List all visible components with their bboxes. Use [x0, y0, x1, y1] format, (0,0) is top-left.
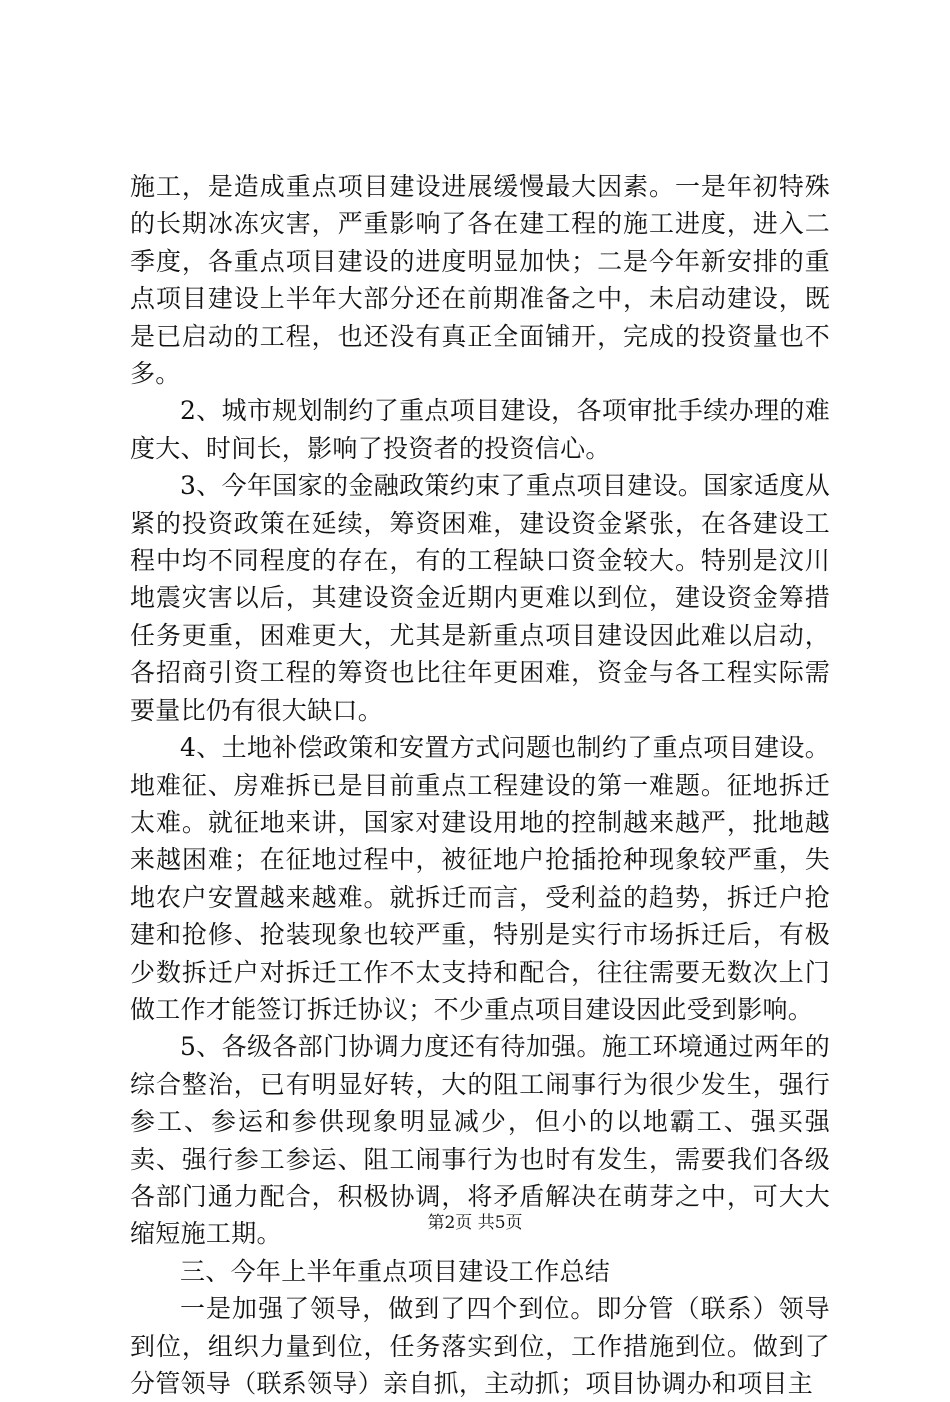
- paragraph-item-4: 4、土地补偿政策和安置方式问题也制约了重点项目建设。地难征、房难拆已是目前重点工程建设的第一难题。征地拆迁太难。就征地来讲，国家对建设用地的控制越来越严，批地越来越困难；在征地过程中，被征地户抢插抢种现象较严重，失地农户安置越来越难。就拆迁而言，受利益的趋势，拆迁户抢建和抢修、抢装现象也较严重，特别是实行市场拆迁后，有极少数拆迁户对拆迁工作不太支持和配合，往往需要无数次上门做工作才能签订拆迁协议；不少重点项目建设因此受到影响。: [130, 733, 830, 1024]
- section-heading: 三、今年上半年重点项目建设工作总结: [180, 1256, 611, 1286]
- paragraph-item-5: 5、各级各部门协调力度还有待加强。施工环境通过两年的综合整治，已有明显好转，大的阻工闹事行为很少发生，强行参工、参运和参供现象明显减少，但小的以地霸工、强买强卖、强行参工参运、阻工闹事行为也时有发生，需要我们各级各部门通力配合，积极协调，将矛盾解决在萌芽之中，可大大缩短施工期。: [130, 1032, 830, 1249]
- page-number-footer: 第2页 共5页: [427, 1213, 523, 1233]
- paragraph-continued: 施工，是造成重点项目建设进展缓慢最大因素。一是年初特殊的长期冰冻灾害，严重影响了各在建工程的施工进度，进入二季度，各重点项目建设的进度明显加快；二是今年新安排的重点项目建设上半年大部分还在前期准备之中，未启动建设，既是已启动的工程，也还没有真正全面铺开，完成的投资量也不多。: [130, 172, 830, 389]
- paragraph-item-3: 3、今年国家的金融政策约束了重点项目建设。国家适度从紧的投资政策在延续，筹资困难，建设资金紧张，在各建设工程中均不同程度的存在，有的工程缺口资金较大。特别是汶川地震灾害以后，其建设资金近期内更难以到位，建设资金筹措任务更重，困难更大，尤其是新重点项目建设因此难以启动，各招商引资工程的筹资也比往年更困难，资金与各工程实际需要量比仍有很大缺口。: [130, 471, 830, 725]
- paragraph-summary: 一是加强了领导，做到了四个到位。即分管（联系）领导到位，组织力量到位，任务落实到位，工作措施到位。做到了分管领导（联系领导）亲自抓，主动抓；项目协调办和项目主: [130, 1294, 830, 1398]
- paragraph-item-2: 2、城市规划制约了重点项目建设，各项审批手续办理的难度大、时间长，影响了投资者的投资信心。: [130, 396, 830, 463]
